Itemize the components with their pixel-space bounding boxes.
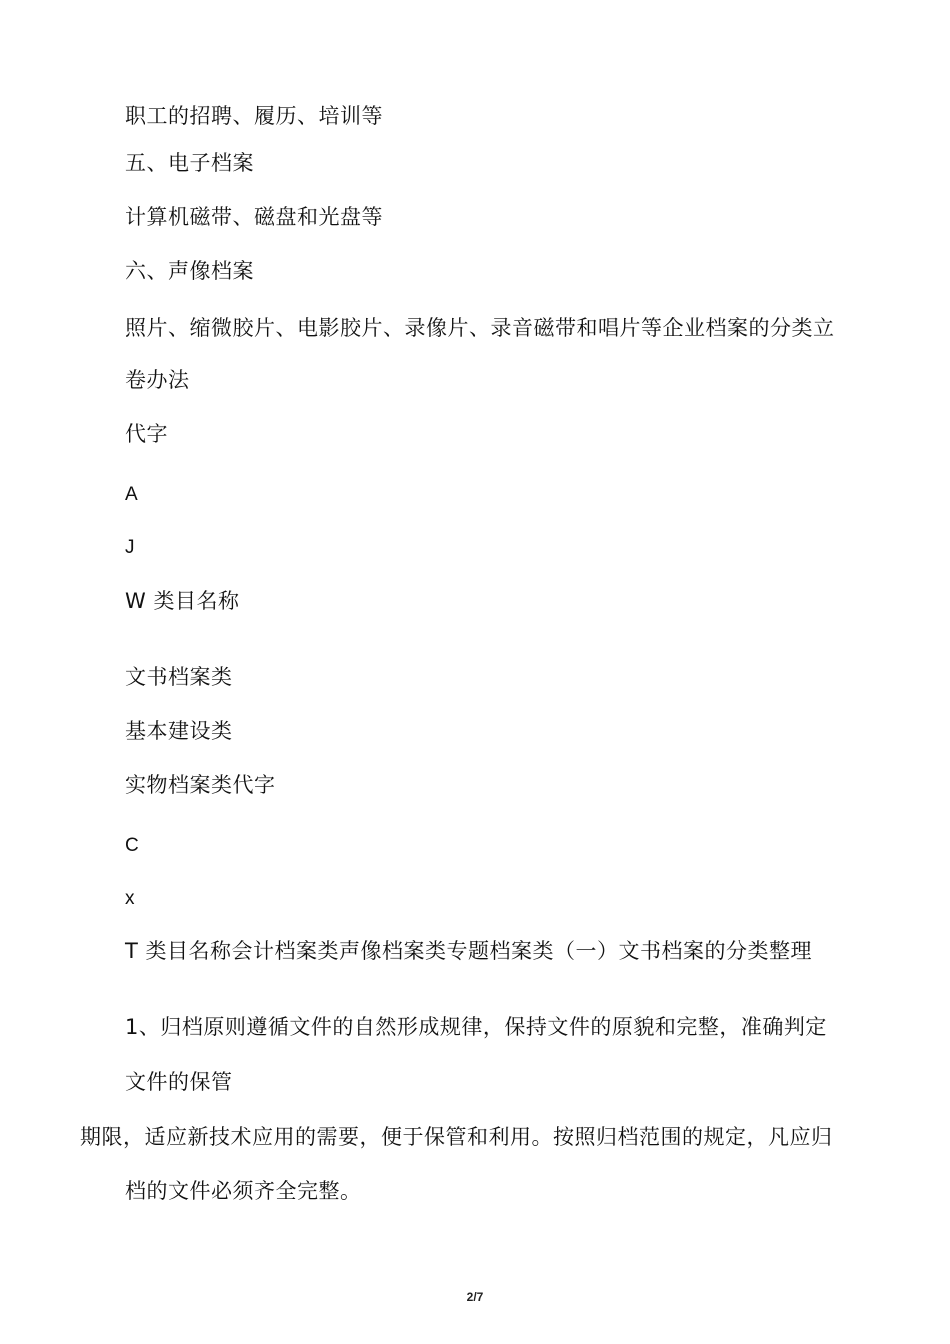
text-line: A bbox=[125, 484, 139, 505]
paragraph-line: 期限，适应新技术应用的需要，便于保管和利用。按照归档范围的规定，凡应归 bbox=[80, 1125, 833, 1149]
text-line: 照片、缩微胶片、电影胶片、录像片、录音磁带和唱片等企业档案的分类立 bbox=[125, 316, 835, 340]
text-line: 计算机磁带、磁盘和光盘等 bbox=[125, 205, 383, 229]
text-line: 实物档案类代字 bbox=[125, 773, 276, 797]
text-line: 代字 bbox=[125, 422, 168, 446]
section-heading: 五、电子档案 bbox=[125, 151, 254, 175]
text-line: W 类目名称 bbox=[125, 589, 240, 613]
paragraph-line: 1、归档原则遵循文件的自然形成规律，保持文件的原貌和完整，准确判定 bbox=[125, 1015, 827, 1039]
paragraph-line: 文件的保管 bbox=[125, 1070, 233, 1094]
text-line: x bbox=[125, 888, 135, 909]
text-line: 职工的招聘、履历、培训等 bbox=[125, 104, 383, 128]
text-line: 卷办法 bbox=[125, 368, 190, 392]
section-heading: 六、声像档案 bbox=[125, 259, 254, 283]
page-number: 2/7 bbox=[466, 1290, 484, 1304]
text-line: 基本建设类 bbox=[125, 719, 233, 743]
text-line: 文书档案类 bbox=[125, 665, 233, 689]
text-line: J bbox=[125, 537, 135, 558]
text-line: C bbox=[125, 835, 140, 856]
paragraph-line: 档的文件必须齐全完整。 bbox=[125, 1179, 362, 1203]
text-line: T 类目名称会计档案类声像档案类专题档案类（一）文书档案的分类整理 bbox=[125, 939, 813, 963]
